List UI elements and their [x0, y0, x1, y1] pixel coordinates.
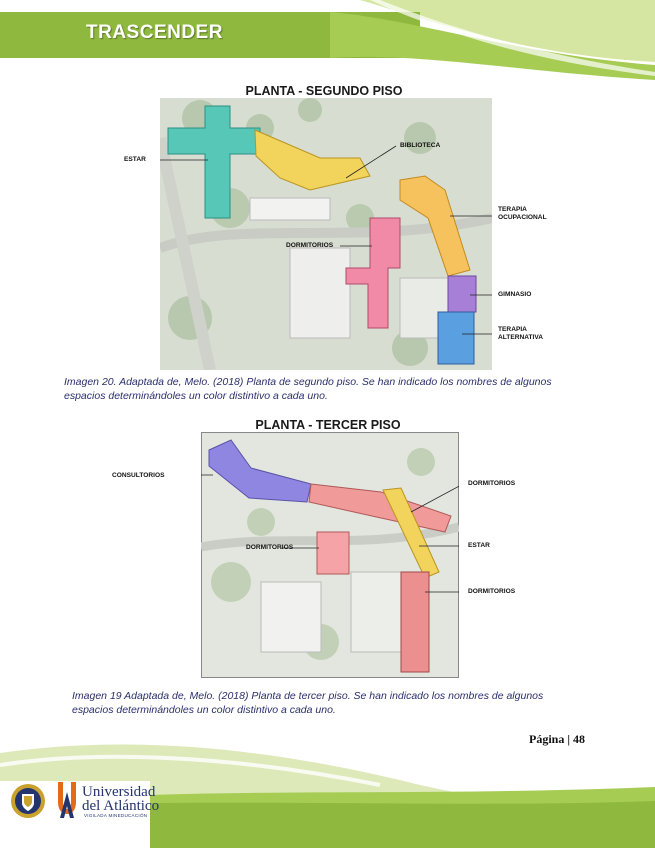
logo-line1: Universidad	[82, 784, 156, 800]
figure1-caption-line2: espacios determinándoles un color distintivo a cada uno.	[64, 390, 328, 402]
label-gimnasio: GIMNASIO	[498, 291, 532, 298]
figure2-floor-plan	[201, 432, 459, 678]
logo-subtext: VIGILADA MINEDUCACIÓN	[84, 813, 148, 818]
header-title: TRASCENDER	[86, 22, 223, 43]
logo-line2: del Atlántico	[82, 798, 160, 814]
label-terapia-ocupacional-1: TERAPIA	[498, 206, 527, 213]
ua-logo-icon	[54, 780, 80, 820]
figure2-caption-line2: espacios determinándoles un color distintivo a cada uno.	[72, 704, 336, 716]
label-terapia-alternativa-1: TERAPIA	[498, 326, 527, 333]
label-estar: ESTAR	[124, 156, 146, 163]
figure1-caption-line1: Imagen 20. Adaptada de, Melo. (2018) Planta de segundo piso. Se han indicado los nombres de algunos	[64, 376, 552, 388]
university-seal-icon	[10, 783, 46, 819]
figure2-title: PLANTA - TERCER PISO	[255, 418, 401, 432]
logo-text	[82, 785, 159, 813]
label-dormitorios-a: DORMITORIOS	[468, 480, 516, 487]
label-dormitorios-c: DORMITORIOS	[468, 588, 516, 595]
figure1-title: PLANTA - SEGUNDO PISO	[245, 84, 403, 98]
label-terapia-alternativa-2: ALTERNATIVA	[498, 334, 544, 341]
label-consultorios: CONSULTORIOS	[112, 472, 165, 479]
figure2-caption-line1: Imagen 19 Adaptada de, Melo. (2018) Planta de tercer piso. Se han indicado los nombres de algunos	[72, 690, 544, 702]
figure1-floor-plan	[160, 98, 492, 370]
header-band	[0, 0, 655, 90]
label-estar-2: ESTAR	[468, 542, 490, 549]
label-dormitorios-b: DORMITORIOS	[246, 544, 294, 551]
label-dormitorios: DORMITORIOS	[286, 242, 334, 249]
label-terapia-ocupacional-2: OCUPACIONAL	[498, 214, 547, 221]
label-biblioteca: BIBLIOTECA	[400, 142, 441, 149]
page-number: Página | 48	[529, 732, 585, 746]
